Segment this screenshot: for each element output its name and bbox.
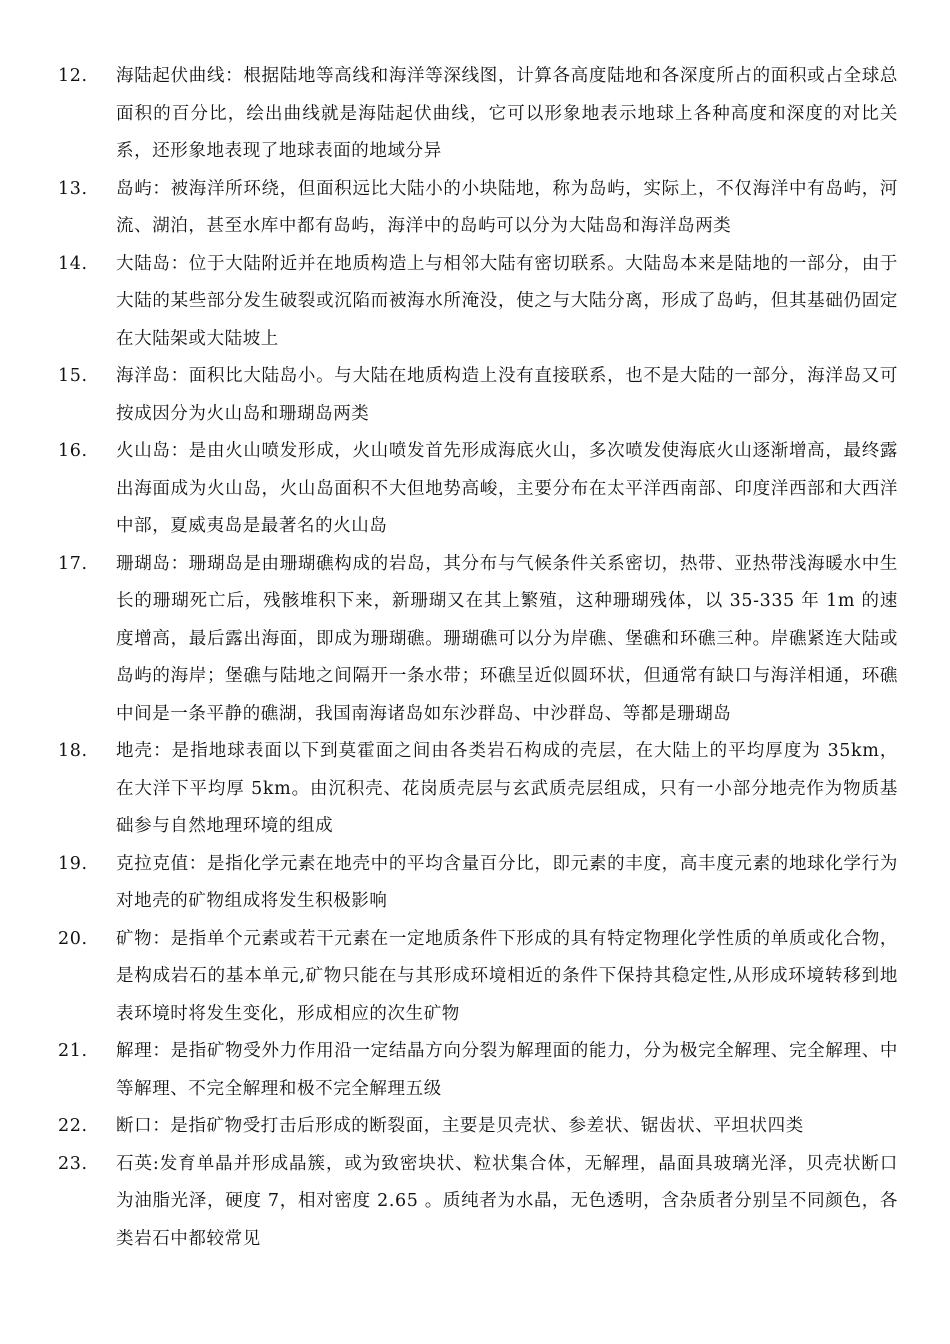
entry-text: 火山岛：是由火山喷发形成，火山喷发首先形成海底火山，多次喷发使海底火山逐渐增高，最终露出海面成为火山岛，火山岛面积不大但地势高峻，主要分布在太平洋西南部、印度洋西部和大西洋中部，夏威夷岛是最著名的火山岛 bbox=[116, 441, 898, 536]
glossary-entry-21 bbox=[58, 1033, 898, 1108]
document-page bbox=[58, 58, 898, 1258]
entry-number: 19. bbox=[58, 853, 88, 874]
glossary-entry-13 bbox=[58, 171, 898, 246]
entry-number: 16. bbox=[58, 441, 88, 461]
glossary-entry-19 bbox=[58, 846, 898, 921]
entry-text: 地壳：是指地球表面以下到莫霍面之间由各类岩石构成的壳层，在大陆上的平均厚度为 35km，在大洋下平均厚 5km。由沉积壳、花岗质壳层与玄武质壳层组成，只有一小部分地壳作为物质基础参与自然地理环境的组成 bbox=[116, 741, 898, 836]
entry-number: 17. bbox=[58, 553, 88, 574]
glossary-entry-17 bbox=[58, 546, 898, 734]
entry-number: 20. bbox=[58, 928, 88, 949]
glossary-entry-20 bbox=[58, 921, 898, 1034]
glossary-entry-15 bbox=[58, 358, 898, 433]
entry-text: 石英:发育单晶并形成晶簇，或为致密块状、粒状集合体，无解理，晶面具玻璃光泽，贝壳状断口为油脂光泽，硬度 7，相对密度 2.65 。质纯者为水晶，无色透明，含杂质者分别呈不同颜色，各类岩石中都较常见 bbox=[116, 1153, 898, 1249]
glossary-entry-14 bbox=[58, 246, 898, 359]
entry-text: 海洋岛：面积比大陆岛小。与大陆在地质构造上没有直接联系，也不是大陆的一部分，海洋岛又可按成因分为火山岛和珊瑚岛两类 bbox=[116, 366, 898, 424]
entry-text: 海陆起伏曲线：根据陆地等高线和海洋等深线图，计算各高度陆地和各深度所占的面积或占全球总面积的百分比，绘出曲线就是海陆起伏曲线，它可以形象地表示地球上各种高度和深度的对比关系，还形象地表现了地球表面的地域分异 bbox=[116, 66, 898, 161]
glossary-entry-16 bbox=[58, 433, 898, 546]
glossary-entry-22 bbox=[58, 1108, 898, 1146]
entry-number: 13. bbox=[58, 178, 88, 199]
entry-text: 解理：是指矿物受外力作用沿一定结晶方向分裂为解理面的能力，分为极完全解理、完全解理、中等解理、不完全解理和极不完全解理五级 bbox=[116, 1041, 898, 1099]
entry-number: 18. bbox=[58, 741, 88, 761]
entry-number: 15. bbox=[58, 366, 88, 386]
glossary-entry-23 bbox=[58, 1146, 898, 1259]
entry-number: 23. bbox=[58, 1153, 88, 1174]
entry-number: 21. bbox=[58, 1041, 88, 1061]
entry-text: 珊瑚岛：珊瑚岛是由珊瑚礁构成的岩岛，其分布与气候条件关系密切，热带、亚热带浅海暖水中生长的珊瑚死亡后，残骸堆积下来，新珊瑚又在其上繁殖，这种珊瑚残体，以 35-335 年 1m 的速度增高，最后露出海面，即成为珊瑚礁。珊瑚礁可以分为岸礁、堡礁和环礁三种。岸礁紧连大陆或岛屿的海岸；堡礁与陆地之间隔开一条水带；环礁呈近似圆环状，但通常有缺口与海洋相通，环礁中间是一条平静的礁湖，我国南海诸岛如东沙群岛、中沙群岛、等都是珊瑚岛 bbox=[116, 553, 898, 724]
entry-number: 12. bbox=[58, 66, 88, 86]
entry-text: 大陆岛：位于大陆附近并在地质构造上与相邻大陆有密切联系。大陆岛本来是陆地的一部分，由于大陆的某些部分发生破裂或沉陷而被海水所淹没，使之与大陆分离，形成了岛屿，但其基础仍固定在大陆架或大陆坡上 bbox=[116, 253, 898, 349]
entry-text: 克拉克值：是指化学元素在地壳中的平均含量百分比，即元素的丰度，高丰度元素的地球化学行为对地壳的矿物组成将发生积极影响 bbox=[116, 853, 898, 911]
entry-number: 22. bbox=[58, 1116, 88, 1136]
entry-text: 断口：是指矿物受打击后形成的断裂面，主要是贝壳状、参差状、锯齿状、平坦状四类 bbox=[116, 1116, 804, 1136]
glossary-entry-18 bbox=[58, 733, 898, 846]
glossary-entry-12 bbox=[58, 58, 898, 171]
entry-text: 岛屿：被海洋所环绕，但面积远比大陆小的小块陆地，称为岛屿，实际上，不仅海洋中有岛屿，河流、湖泊，甚至水库中都有岛屿，海洋中的岛屿可以分为大陆岛和海洋岛两类 bbox=[116, 178, 898, 236]
entry-number: 14. bbox=[58, 253, 88, 274]
entry-text: 矿物：是指单个元素或若干元素在一定地质条件下形成的具有特定物理化学性质的单质或化合物，是构成岩石的基本单元,矿物只能在与其形成环境相近的条件下保持其稳定性,从形成环境转移到地表环境时将发生变化，形成相应的次生矿物 bbox=[116, 928, 898, 1024]
